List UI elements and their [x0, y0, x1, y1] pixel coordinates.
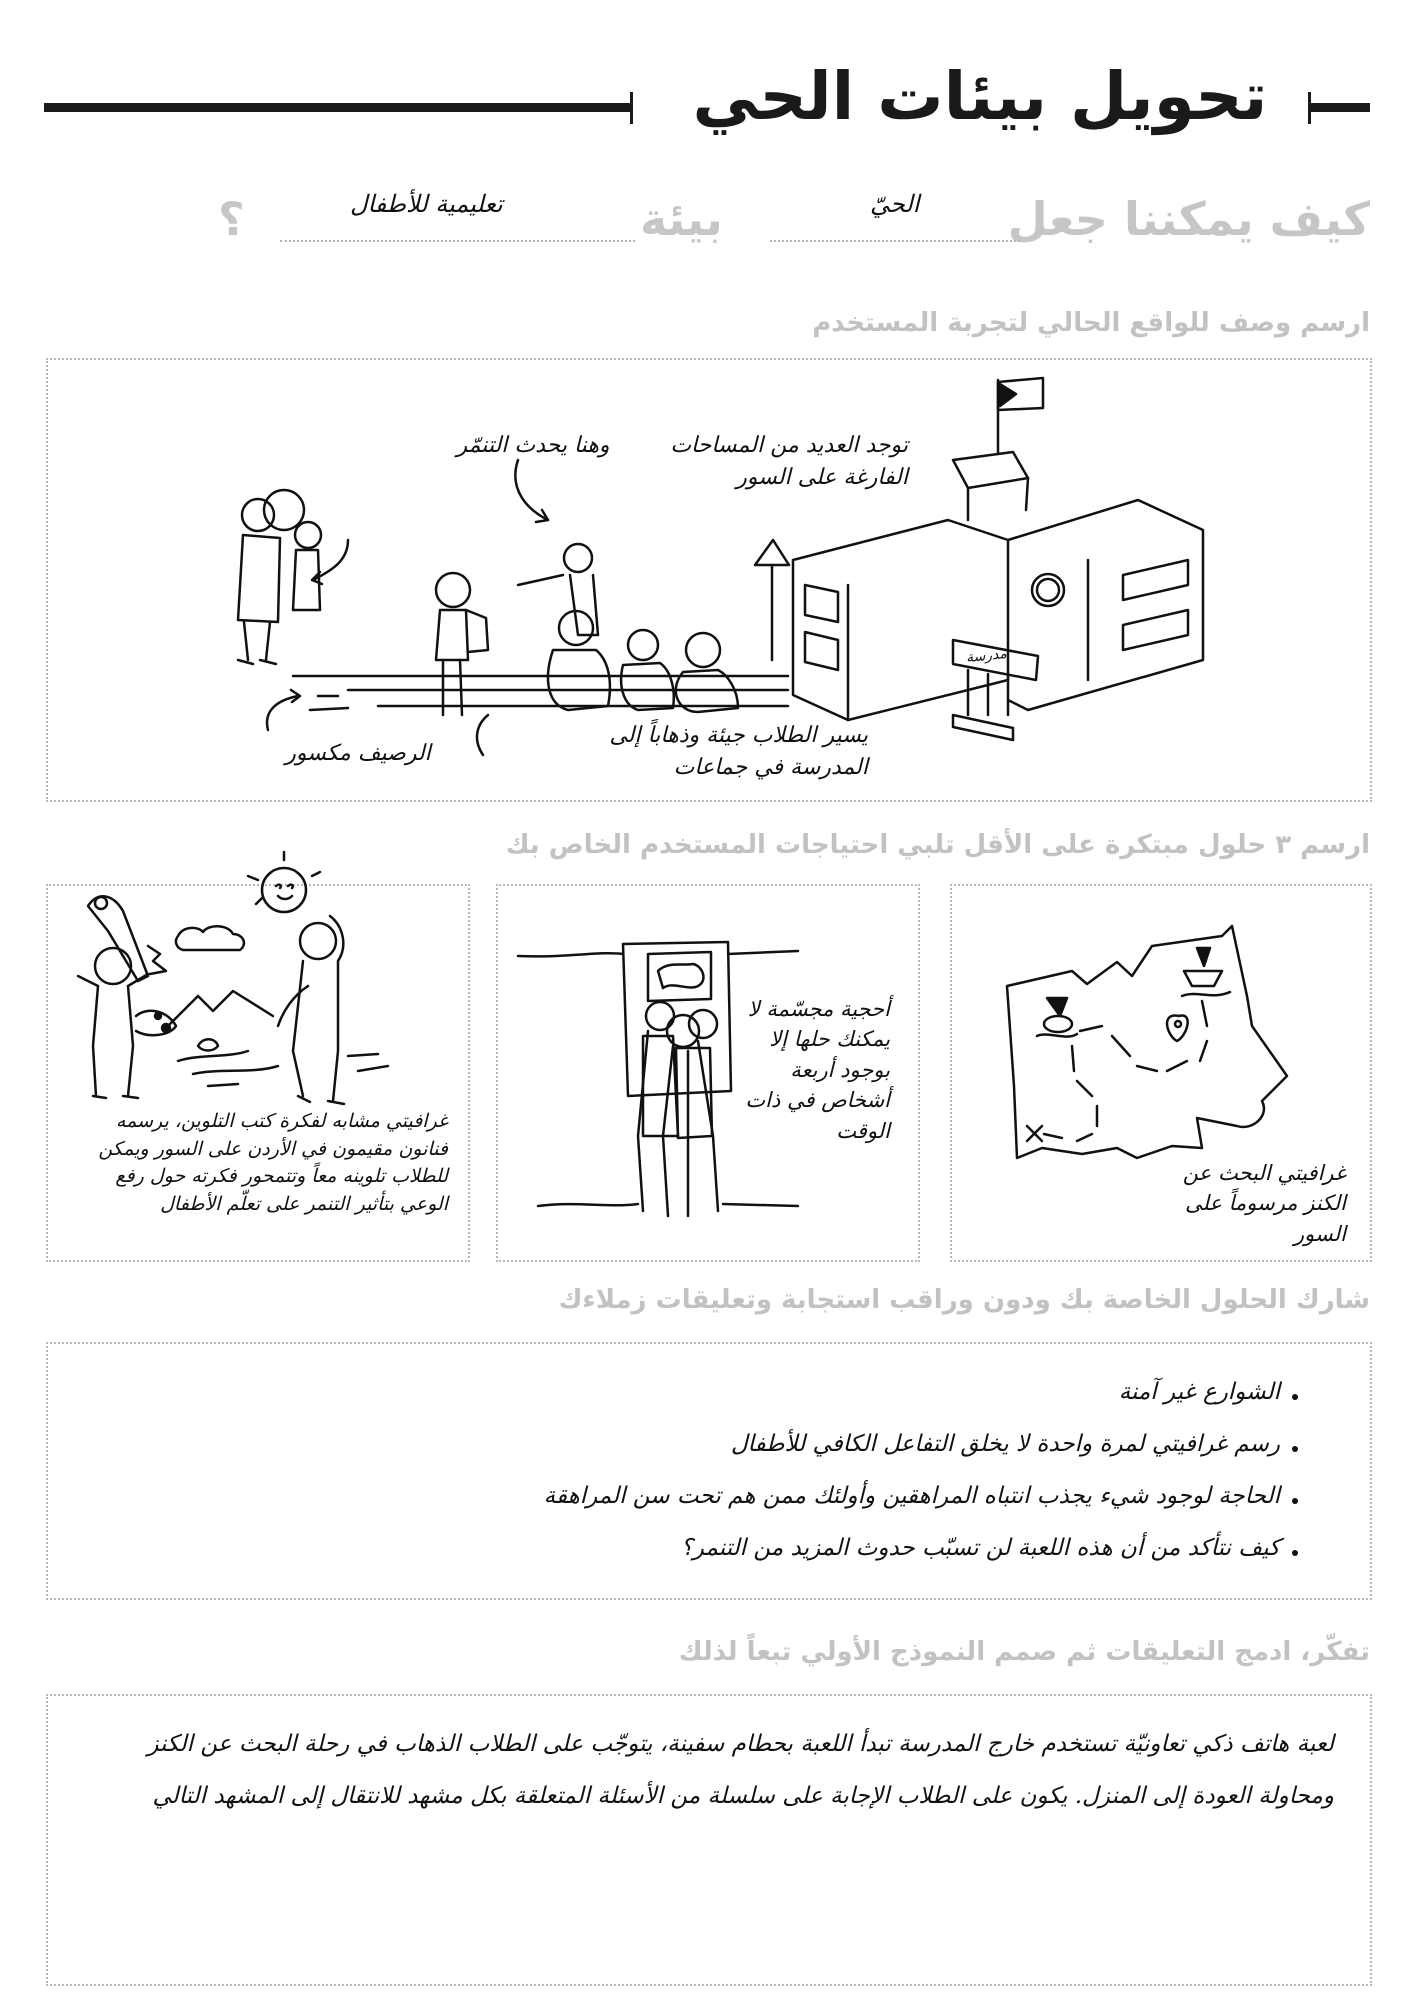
- heading-feedback: شارك الحلول الخاصة بك ودون وراقب استجابة وتعليقات زملاءك: [558, 1285, 1370, 1315]
- feedback-item: الحاجة لوجود شيء يجذب انتباه المراهقين وأولئك ممن هم تحت سن المراهقة: [398, 1470, 1298, 1522]
- blank-value-place[interactable]: الحيّ: [870, 190, 920, 218]
- feedback-box[interactable]: [46, 1342, 1372, 1600]
- heading-current-reality: ارسم وصف للواقع الحالي لتجربة المستخدم: [812, 308, 1370, 338]
- blank-line-1: [770, 240, 1020, 242]
- question-mark: ؟: [218, 192, 245, 246]
- question-middle: بيئة: [640, 192, 723, 246]
- solution-card-puzzle[interactable]: [496, 884, 920, 1262]
- prototype-description: لعبة هاتف ذكي تعاونيّة تستخدم خارج المدرسة تبدأ اللعبة بحطام سفينة، يتوجّب على الطلاب الذهاب في رحلة البحث عن الكنز ومحاولة العودة إلى المنزل. يكون على الطلاب الإجابة على سلسلة من الأسئلة المتعلقة بكل مشهد للانتقال إلى المشهد التالي: [147, 1731, 1334, 1809]
- note-bullying: وهنا يحدث التنمّر: [456, 433, 610, 458]
- note-empty-walls: توجد العديد من المساحات الفارغة على السور: [670, 433, 908, 490]
- current-reality-box[interactable]: [46, 358, 1372, 802]
- note-students-walk: يسير الطلاب جيئة وذهاباً إلى المدرسة في جماعات: [609, 723, 868, 780]
- school-sign: مدرسة: [965, 645, 1008, 667]
- title-rule-right: [1308, 103, 1370, 112]
- note-broken-sidewalk: الرصيف مكسور: [285, 741, 431, 766]
- blank-value-audience[interactable]: تعليمية للأطفال: [350, 190, 503, 218]
- feedback-item: الشوارع غير آمنة: [398, 1366, 1298, 1418]
- street-scene-illustration: [48, 360, 1374, 804]
- question-prefix: كيف يمكننا جعل: [1007, 192, 1370, 246]
- feedback-item: كيف نتأكد من أن هذه اللعبة لن تسبّب حدوث المزيد من التنمر؟: [398, 1522, 1298, 1574]
- title-rule-cap-left: [630, 92, 633, 124]
- page-title: تحويل بيئات الحي: [692, 58, 1268, 135]
- feedback-item: رسم غرافيتي لمرة واحدة لا يخلق التفاعل الكافي للأطفال: [398, 1418, 1298, 1470]
- title-rule-left: [44, 103, 630, 112]
- solution-card-coloring-mural[interactable]: [46, 884, 470, 1262]
- heading-prototype: تفكّر، ادمج التعليقات ثم صمم النموذج الأولي تبعاً لذلك: [678, 1637, 1370, 1667]
- solution-caption-1: غرافيتي البحث عن الكنز مرسوماً على السور: [1182, 1161, 1346, 1246]
- prototype-box[interactable]: [46, 1694, 1372, 1986]
- solution-caption-3: غرافيتي مشابه لفكرة كتب التلوين، يرسمه فنانون مقيمون في الأردن على السور ويمكن للطلاب تلوينه معاً وتتمحور فكرته حول رفع الوعي بتأثير التنمر على تعلّم الأطفال: [98, 1110, 448, 1215]
- solution-caption-2: أحجية مجسّمة لا يمكنك حلها إلا بوجود أربعة أشخاص في ذات الوقت: [745, 997, 890, 1143]
- heading-solutions: ارسم ٣ حلول مبتكرة على الأقل تلبي احتياجات المستخدم الخاص بك: [505, 830, 1370, 860]
- title-rule-cap-right: [1308, 92, 1311, 124]
- solution-card-treasure-map[interactable]: [950, 884, 1372, 1262]
- blank-line-2: [280, 240, 635, 242]
- feedback-list: [398, 1366, 1298, 1574]
